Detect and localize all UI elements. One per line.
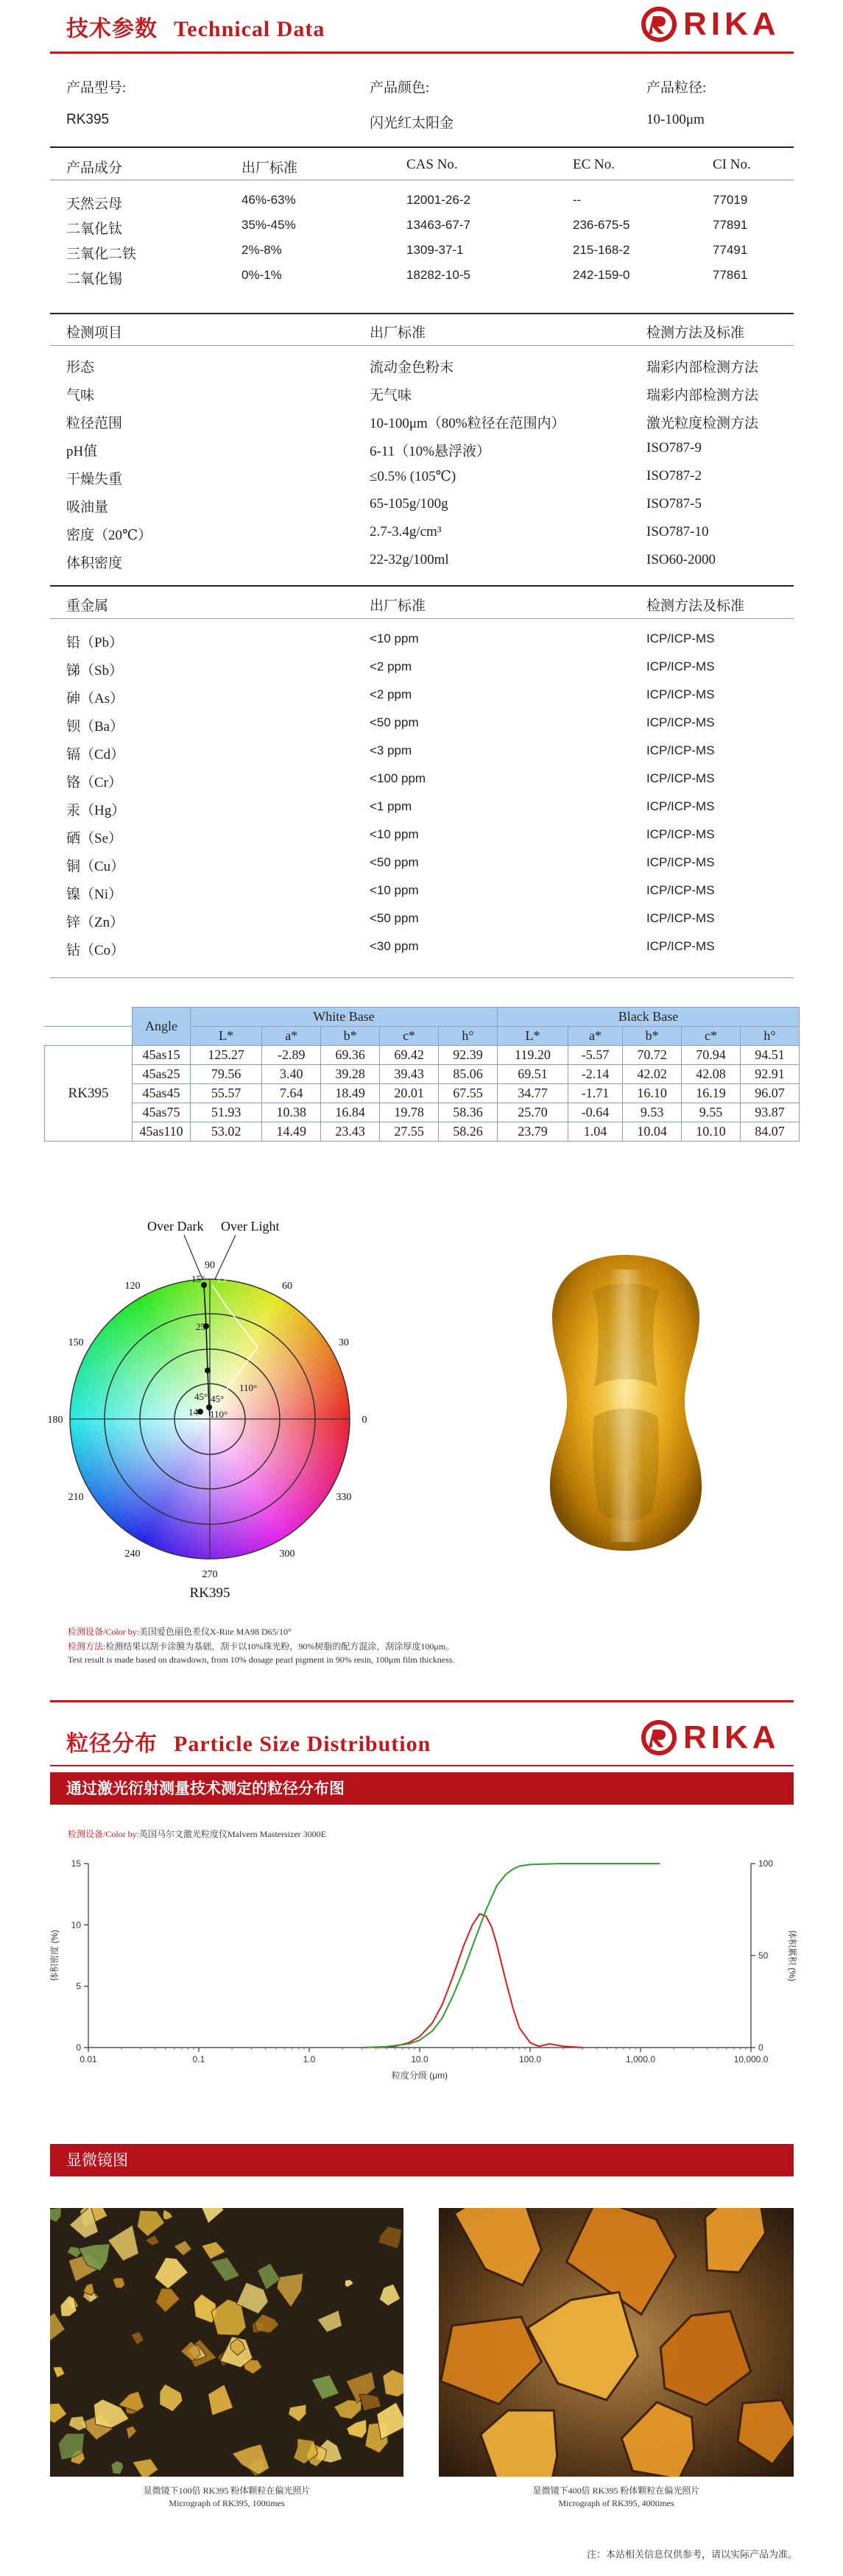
lab-value: 7.64 xyxy=(262,1084,321,1103)
lab-value: -1.71 xyxy=(568,1084,622,1103)
lab-value: 42.08 xyxy=(682,1065,741,1084)
table-header-cell: 出厂标准 xyxy=(370,598,426,614)
color-wheel-chart xyxy=(44,1214,390,1612)
rule xyxy=(50,345,794,346)
wheel-angle-label: 240 xyxy=(124,1548,141,1560)
table-cell: <10 ppm xyxy=(370,827,419,841)
table-cell: ICP/ICP-MS xyxy=(646,743,715,757)
model-value: RK395 xyxy=(66,112,110,127)
x-tick-label: 100.0 xyxy=(518,2054,542,2064)
table-cell: 77491 xyxy=(713,243,748,257)
table-header-cell: 检测方法及标准 xyxy=(646,598,745,614)
product-cell: RK395 xyxy=(45,1046,133,1142)
rika-logo-icon xyxy=(641,6,677,43)
lab-col-header: b* xyxy=(321,1027,380,1046)
wheel-angle-label: 180 xyxy=(47,1415,63,1426)
rule xyxy=(50,146,794,148)
device-note: 检测设备/Color by:美国爱色丽色差仪X-Rite MA98 D65/10° xyxy=(68,1627,292,1637)
rule xyxy=(50,618,794,619)
wheel-angle-label: 120 xyxy=(124,1281,141,1292)
lab-value: 19.78 xyxy=(380,1103,439,1122)
lab-value: 84.07 xyxy=(740,1122,799,1142)
lab-col-header: L* xyxy=(191,1027,262,1046)
lab-value: 58.36 xyxy=(439,1103,498,1122)
table-cell: ICP/ICP-MS xyxy=(646,771,715,785)
corner-cell xyxy=(45,1027,133,1046)
lab-value: 39.28 xyxy=(321,1065,380,1084)
lab-value: 16.19 xyxy=(682,1084,741,1103)
lab-value: 23.43 xyxy=(321,1122,380,1142)
particle-size-chart xyxy=(44,1855,803,2105)
lab-value: 93.87 xyxy=(740,1103,799,1122)
lab-col-header: c* xyxy=(682,1027,741,1046)
lab-value: 25.70 xyxy=(497,1103,568,1122)
table-cell: pH值 xyxy=(66,444,98,459)
table-cell: 钴（Co） xyxy=(66,943,125,958)
lab-col-header: a* xyxy=(262,1027,321,1046)
lab-value: 70.72 xyxy=(623,1046,682,1065)
table-cell: ISO787-10 xyxy=(646,524,709,539)
lab-value: 18.49 xyxy=(321,1084,380,1103)
psd-device-note: 检测设备/Color by:英国马尔文激光粒度仪Malvern Mastersizer 3000E xyxy=(68,1829,326,1839)
microscope-banner: 显微镜图 xyxy=(50,2144,794,2176)
table-cell: 6-11（10%悬浮液） xyxy=(370,444,490,459)
table-cell: 0%-1% xyxy=(241,268,282,282)
lab-value: 119.20 xyxy=(497,1046,568,1065)
size-label: 产品粒径: xyxy=(646,80,707,96)
lab-value: 92.39 xyxy=(439,1046,498,1065)
rule xyxy=(50,585,794,587)
y-axis-right-label: 体积累积 (%) xyxy=(787,1930,797,1981)
lab-value: 94.51 xyxy=(740,1046,799,1065)
wheel-angle-label: 30 xyxy=(338,1337,349,1348)
wheel-angle-label: 0 xyxy=(361,1415,367,1426)
lab-value: 16.10 xyxy=(623,1084,682,1103)
table-cell: 77891 xyxy=(713,218,748,232)
angle-cell: 45as25 xyxy=(133,1065,191,1084)
wheel-angle-label: 90 xyxy=(205,1260,215,1271)
title-cn: 技术参数 xyxy=(66,17,158,41)
x-tick-label: 10.0 xyxy=(411,2054,428,2064)
lab-value: 9.53 xyxy=(623,1103,682,1122)
y-right-tick-label: 100 xyxy=(758,1858,774,1869)
lab-value: 39.43 xyxy=(380,1065,439,1084)
title-en: Technical Data xyxy=(174,17,325,41)
table-cell: <3 ppm xyxy=(370,743,412,757)
table-cell: 激光粒度检测方法 xyxy=(646,416,759,431)
lab-value: 16.84 xyxy=(321,1103,380,1122)
micrograph-100x-caption: 显微镜下100倍 RK395 粉体颗粒在偏光照片 Micrograph of RK395, 100times xyxy=(143,2485,311,2508)
table-cell: ≤0.5% (105℃) xyxy=(370,469,456,484)
car-color-swatch xyxy=(541,1248,710,1557)
table-cell: 锑（Sb） xyxy=(66,663,124,679)
angle-header: Angle xyxy=(133,1008,191,1046)
size-value: 10-100μm xyxy=(646,112,705,127)
point-label: 14 xyxy=(188,1406,198,1418)
point-label: 25° xyxy=(196,1321,210,1332)
table-cell: ICP/ICP-MS xyxy=(646,827,715,841)
lab-value: -2.14 xyxy=(568,1065,622,1084)
lab-value: 51.93 xyxy=(191,1103,262,1122)
table-cell: 无气味 xyxy=(370,388,412,403)
white-base-header: White Base xyxy=(191,1008,498,1027)
y-tick-label: 10 xyxy=(71,1919,81,1931)
table-cell: <2 ppm xyxy=(370,687,412,701)
wheel-angle-label: 270 xyxy=(202,1569,218,1580)
table-cell: <2 ppm xyxy=(370,659,412,673)
table-cell: 35%-45% xyxy=(241,218,296,232)
lab-value: 96.07 xyxy=(740,1084,799,1103)
lab-value: 58.26 xyxy=(439,1122,498,1142)
table-cell: ISO787-2 xyxy=(646,468,702,484)
table-cell: ICP/ICP-MS xyxy=(646,939,715,953)
table-cell: 2.7-3.4g/cm³ xyxy=(370,524,442,539)
lab-value: 3.40 xyxy=(262,1065,321,1084)
table-cell: <100 ppm xyxy=(370,771,426,785)
lab-color-table xyxy=(44,1007,800,1142)
table-cell: <1 ppm xyxy=(370,799,412,813)
lab-value: 79.56 xyxy=(191,1065,262,1084)
lab-value: 55.57 xyxy=(191,1084,262,1103)
table-cell: 二氧化钛 xyxy=(66,222,123,237)
table-cell: 粒径范围 xyxy=(66,416,123,431)
point-label: 110° xyxy=(210,1409,228,1420)
lab-value: 9.55 xyxy=(682,1103,741,1122)
table-cell: 22-32g/100ml xyxy=(370,552,449,567)
volume-density-line xyxy=(375,1914,582,2048)
lab-col-header: c* xyxy=(380,1027,439,1046)
point-label: 45° xyxy=(211,1393,225,1404)
y-tick-label: 15 xyxy=(71,1858,81,1869)
table-header-cell: 出厂标准 xyxy=(241,160,298,176)
table-cell: 二氧化锡 xyxy=(66,272,123,287)
table-cell: <10 ppm xyxy=(370,631,419,645)
table-cell: 体积密度 xyxy=(66,556,123,571)
table-cell: 10-100μm（80%粒径在范围内） xyxy=(370,416,565,431)
footnote: 注：本站相关信息仅供参考，请以实际产品为准。 xyxy=(586,2549,797,2560)
rika-logo-icon xyxy=(641,1719,677,1756)
wheel-angle-label: 60 xyxy=(282,1281,292,1292)
angle-cell: 45as110 xyxy=(133,1122,191,1142)
micrograph-100x xyxy=(50,2208,403,2477)
micrograph-400x xyxy=(439,2208,794,2477)
table-cell: 215-168-2 xyxy=(573,243,630,257)
lab-col-header: b* xyxy=(623,1027,682,1046)
rika-logo xyxy=(641,1719,780,1756)
lab-value: -0.64 xyxy=(568,1103,622,1122)
point-label: 15° xyxy=(216,1273,230,1284)
table-cell: 锌（Zn） xyxy=(66,915,124,930)
corner-cell xyxy=(45,1008,133,1027)
table-cell: 65-105g/100g xyxy=(370,496,448,512)
x-tick-label: 10,000.0 xyxy=(733,2054,769,2064)
table-cell: 硒（Se） xyxy=(66,831,123,846)
y-right-tick-label: 50 xyxy=(758,1950,769,1961)
car-highlight xyxy=(609,1270,643,1542)
wheel-angle-label: 210 xyxy=(68,1492,84,1503)
table-cell: 46%-63% xyxy=(241,193,296,207)
leader-line xyxy=(215,1235,236,1279)
lab-value: 10.04 xyxy=(623,1122,682,1142)
x-tick-label: 0.01 xyxy=(80,2054,97,2064)
table-cell: 13463-67-7 xyxy=(406,218,470,232)
table-row xyxy=(45,1103,800,1122)
lab-value: 10.10 xyxy=(682,1122,741,1142)
table-cell: ICP/ICP-MS xyxy=(646,883,715,897)
lab-value: 69.42 xyxy=(380,1046,439,1065)
color-value: 闪光红太阳金 xyxy=(370,116,454,131)
lab-value: 23.79 xyxy=(497,1122,568,1142)
lab-value: -5.57 xyxy=(568,1046,622,1065)
micrograph-400x-caption: 显微镜下400倍 RK395 粉体颗粒在偏光照片 Micrograph of RK395, 400times xyxy=(532,2485,700,2508)
table-cell: 12001-26-2 xyxy=(406,193,470,207)
lab-value: 34.77 xyxy=(497,1084,568,1103)
table-cell: 汞（Hg） xyxy=(66,803,126,818)
section-rule xyxy=(50,1765,794,1766)
table-cell: 18282-10-5 xyxy=(406,268,470,282)
table-header-cell: 重金属 xyxy=(66,598,109,614)
point-label: 15° xyxy=(191,1273,205,1284)
y-right-tick-label: 0 xyxy=(758,2042,763,2053)
table-cell: ICP/ICP-MS xyxy=(646,659,715,673)
table-header-cell: 出厂标准 xyxy=(370,325,426,341)
point-45 xyxy=(205,1367,211,1373)
table-cell: 砷（As） xyxy=(66,691,124,707)
table-cell: 铬（Cr） xyxy=(66,775,123,790)
table-cell: 钡（Ba） xyxy=(66,719,124,735)
over-light-label: Over Light xyxy=(221,1219,280,1234)
section-rule xyxy=(50,1700,794,1702)
lab-value: 69.36 xyxy=(321,1046,380,1065)
table-cell: 242-159-0 xyxy=(573,268,630,282)
table-cell: ISO787-9 xyxy=(646,440,702,456)
lab-value: 14.49 xyxy=(262,1122,321,1142)
table-header-cell: 检测方法及标准 xyxy=(646,325,745,341)
angle-cell: 45as15 xyxy=(133,1046,191,1065)
lab-value: -2.89 xyxy=(262,1046,321,1065)
table-cell: 1309-37-1 xyxy=(406,243,464,257)
table-cell: ICP/ICP-MS xyxy=(646,855,715,869)
lab-col-header: h° xyxy=(740,1027,799,1046)
table-cell: 236-675-5 xyxy=(573,218,630,232)
header-rule xyxy=(50,52,794,54)
table-cell: <50 ppm xyxy=(370,911,419,925)
wheel-angle-label: 330 xyxy=(336,1492,352,1503)
table-cell: 干燥失重 xyxy=(66,472,123,487)
table-header-cell: CAS No. xyxy=(406,157,458,172)
table-row xyxy=(45,1046,800,1065)
x-tick-label: 0.1 xyxy=(192,2054,205,2064)
logo-text: RIKA xyxy=(683,6,780,42)
table-header-cell: CI No. xyxy=(713,157,751,172)
point-14 xyxy=(197,1409,203,1415)
lab-value: 53.02 xyxy=(191,1122,262,1142)
table-cell: 密度（20℃） xyxy=(66,528,152,543)
lab-value: 42.02 xyxy=(623,1065,682,1084)
table-cell: -- xyxy=(573,193,582,207)
x-axis-label: 粒度分级 (μm) xyxy=(391,2070,448,2081)
method-note-en: Test result is made based on drawdown, from 10% dosage pearl pigment in 90% resin, 100μm film thickness. xyxy=(68,1655,455,1665)
lab-value: 125.27 xyxy=(191,1046,262,1065)
x-tick-label: 1.0 xyxy=(303,2054,316,2064)
technical-data-title xyxy=(66,10,325,43)
table-cell: 三氧化二铁 xyxy=(66,247,137,262)
point-label: 110° xyxy=(239,1382,258,1393)
table-row xyxy=(45,1122,800,1142)
table-cell: 流动金色粉末 xyxy=(370,360,454,375)
table-cell: 瑞彩内部检测方法 xyxy=(646,360,759,375)
lab-col-header: L* xyxy=(497,1027,568,1046)
table-cell: ICP/ICP-MS xyxy=(646,631,715,645)
lab-value: 70.94 xyxy=(682,1046,741,1065)
table-cell: <50 ppm xyxy=(370,715,419,729)
lab-value: 10.38 xyxy=(262,1103,321,1122)
x-tick-label: 1,000.0 xyxy=(625,2054,656,2064)
wheel-angle-label: 150 xyxy=(68,1337,84,1348)
table-cell: 77861 xyxy=(713,268,748,282)
lab-value: 69.51 xyxy=(497,1065,568,1084)
wheel-angle-label: 300 xyxy=(279,1548,295,1560)
table-cell: 2%-8% xyxy=(241,243,282,257)
lab-value: 1.04 xyxy=(568,1122,622,1142)
table-cell: 铅（Pb） xyxy=(66,635,124,651)
psd-banner: 通过激光衍射测量技术测定的粒径分布图 xyxy=(50,1772,794,1805)
table-cell: ICP/ICP-MS xyxy=(646,687,715,701)
color-label: 产品颜色: xyxy=(370,80,430,96)
table-cell: ISO787-5 xyxy=(646,496,702,512)
y-axis-label: 体积密度 (%) xyxy=(49,1930,60,1981)
table-cell: 形态 xyxy=(66,360,95,375)
table-cell: 瑞彩内部检测方法 xyxy=(646,388,759,403)
table-header-cell: 产品成分 xyxy=(66,160,123,176)
psd-title: 粒径分布 Particle Size Distribution xyxy=(66,1732,431,1756)
angle-cell: 45as75 xyxy=(133,1103,191,1122)
y-tick-label: 0 xyxy=(76,2042,81,2053)
table-row xyxy=(45,1084,800,1103)
lab-value: 67.55 xyxy=(439,1084,498,1103)
black-base-header: Black Base xyxy=(497,1008,799,1027)
method-note: 检测方法:检测结果以刮卡涂膜为基础，刮卡以10%珠光粉，90%树脂的配方混涂，刮涂厚度100μm。 xyxy=(68,1641,455,1652)
table-cell: ICP/ICP-MS xyxy=(646,799,715,813)
logo-text: RIKA xyxy=(683,1719,780,1755)
lab-col-header: h° xyxy=(439,1027,498,1046)
y-tick-label: 5 xyxy=(76,1981,81,1992)
rika-logo xyxy=(641,6,780,43)
table-header-cell: EC No. xyxy=(573,157,615,172)
table-cell: ISO60-2000 xyxy=(646,552,716,567)
rule xyxy=(50,313,794,314)
lab-value: 27.55 xyxy=(380,1122,439,1142)
table-header-cell: 检测项目 xyxy=(66,325,123,341)
table-cell: 气味 xyxy=(66,388,95,403)
table-cell: 77019 xyxy=(713,193,748,207)
cumulative-volume-line xyxy=(362,1864,660,2048)
pigment-flake xyxy=(383,2370,403,2397)
angle-cell: 45as45 xyxy=(133,1084,191,1103)
table-row xyxy=(45,1065,800,1084)
table-cell: 吸油量 xyxy=(66,500,109,515)
table-cell: ICP/ICP-MS xyxy=(646,911,715,925)
wheel-caption: RK395 xyxy=(189,1585,230,1601)
table-cell: 天然云母 xyxy=(66,197,123,212)
leader-line xyxy=(184,1235,202,1279)
table-cell: <50 ppm xyxy=(370,855,419,869)
model-label: 产品型号: xyxy=(66,80,127,96)
table-cell: <30 ppm xyxy=(370,939,419,953)
over-dark-label: Over Dark xyxy=(147,1219,204,1234)
table-cell: 铜（Cu） xyxy=(66,859,125,874)
table-cell: 镉（Cd） xyxy=(66,747,125,762)
table-cell: 镍（Ni） xyxy=(66,887,123,902)
lab-col-header: a* xyxy=(568,1027,622,1046)
lab-value: 85.06 xyxy=(439,1065,498,1084)
table-cell: <10 ppm xyxy=(370,883,419,897)
point-label: 45° xyxy=(194,1391,208,1402)
table-cell: ICP/ICP-MS xyxy=(646,715,715,729)
rule xyxy=(50,977,794,978)
lab-value: 20.01 xyxy=(380,1084,439,1103)
lab-value: 92.91 xyxy=(740,1065,799,1084)
